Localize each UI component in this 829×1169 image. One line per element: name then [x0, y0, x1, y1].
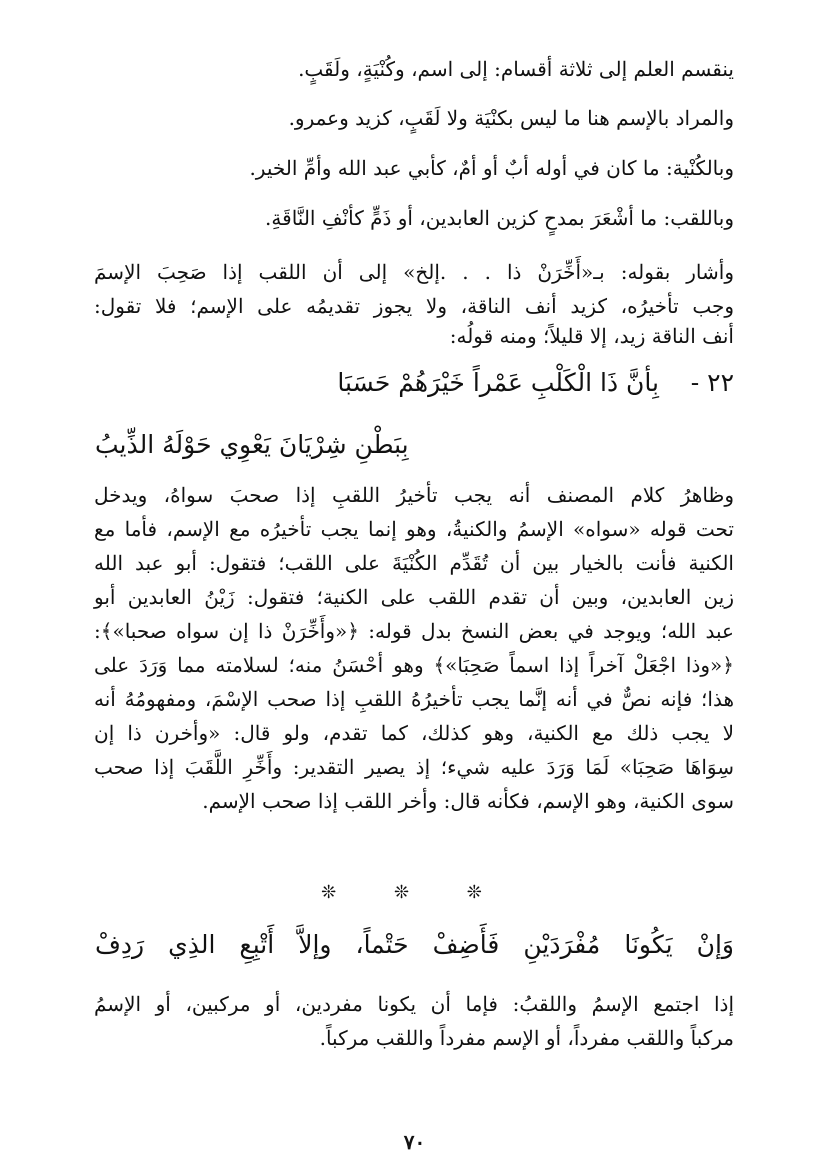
- paragraph-line: زين العابدين، وبين أن تقدم اللقب على الكنية؛ فتقول: زَيْنُ العابدين أبو: [94, 585, 734, 609]
- paragraph-line: وبالكُنْية: ما كان في أوله أبٌ أو أمٌ، كأبي عبد الله وأمِّ الخير.: [249, 156, 734, 180]
- paragraph-line: الكنية فأنت بالخيار بين أن تُقَدِّم الكُنْيَةَ على اللقب؛ فتقول: أبو عبد الله: [94, 551, 734, 575]
- paragraph-line: وأشار بقوله: بـ«أَخِّرَنْ ذا . . .إلخ» إلى أن اللقب إذا صَحِبَ الإسمَ: [94, 260, 734, 284]
- paragraph-line: لا يجب ذلك مع الكنية، وهو كذلك، كما تقدم، ولو قال: «وأخرن ذا إن: [94, 721, 734, 745]
- verse-number: ٢٢ -: [690, 368, 734, 397]
- paragraph-line: سِوَاهَا صَحِبَا» لَمَا وَرَدَ عليه شيء؛ إذ يصير التقدير: وأَخِّرِ اللَّقَبَ إذا صحب: [94, 755, 734, 779]
- paragraph-line: وجب تأخيرُه، كزيد أنف الناقة، ولا يجوز تقديمُه على الإسم؛ فلا تقول:: [94, 294, 734, 318]
- paragraph-line: تحت قوله «سواه» الإسمُ والكنيةُ، وهو إنما يجب تأخيرُه مع الإسم، فأما مع: [94, 517, 734, 541]
- paragraph-line: ﴿«وذا اجْعَلْ آخراً إذا اسماً صَحِبَا»﴾ وهو أحْسَنُ منه؛ لسلامته مما وَرَدَ على: [94, 653, 734, 677]
- paragraph-line: مركباً واللقب مفرداً، أو الإسم مفرداً واللقب مركباً.: [319, 1026, 734, 1050]
- section-separator: ❊ ❊ ❊: [321, 882, 508, 903]
- paragraph-line: سوى الكنية، وهو الإسم، فكأنه قال: وأخر اللقب إذا صحب الإسم.: [202, 789, 734, 813]
- paragraph-line: والمراد بالإسم هنا ما ليس بكنْيَة ولا لَقَبٍ، كزيد وعمرو.: [288, 106, 734, 130]
- verse-line: بِأنَّ ذَا الْكَلْبِ عَمْراً خَيْرَهُمْ حَسَبَا: [337, 368, 659, 397]
- paragraph-line: إذا اجتمع الإسمُ واللقبُ: فإما أن يكونا مفردين، أو مركبين، أو الإسمُ: [94, 992, 735, 1016]
- paragraph-line: ينقسم العلم إلى ثلاثة أقسام: إلى اسم، وكُنْيَةٍ، ولَقَبٍ.: [298, 57, 734, 81]
- paragraph-line: عبد الله؛ ويوجد في بعض النسخ بدل قوله: ﴿«وأَخِّرَنْ ذا إن سواه صحبا»﴾:: [94, 619, 734, 643]
- verse-line: وَإنْ يَكُونَا مُفْرَدَيْنِ فَأَضِفْ حَتْماً، وإلاَّ أَتْبِعِ الذِي رَدِفْ: [95, 930, 734, 959]
- paragraph-line: أنف الناقة زيد، إلا قليلاً؛ ومنه قولُه:: [449, 324, 734, 348]
- paragraph-line: هذا؛ فإنه نصٌّ في أنه إنَّما يجب تأخيرُهُ اللقبِ إذا صحب الإسْمَ، ومفهومُهُ أنه: [94, 687, 734, 711]
- page-number: ٧٠: [403, 1130, 426, 1154]
- paragraph-line: وظاهرُ كلام المصنف أنه يجب تأخيرُ اللقبِ إذا صحبَ سواهُ، ويدخل: [94, 483, 734, 507]
- verse-line: بِبَطْنِ شِرْيَانَ يَعْوِي حَوْلَهُ الذِّيبُ: [95, 430, 409, 459]
- paragraph-line: وباللقب: ما أشْعَرَ بمدحٍ كزين العابدين، أو ذَمٍّ كأنْفِ النَّاقَةِ.: [265, 206, 734, 230]
